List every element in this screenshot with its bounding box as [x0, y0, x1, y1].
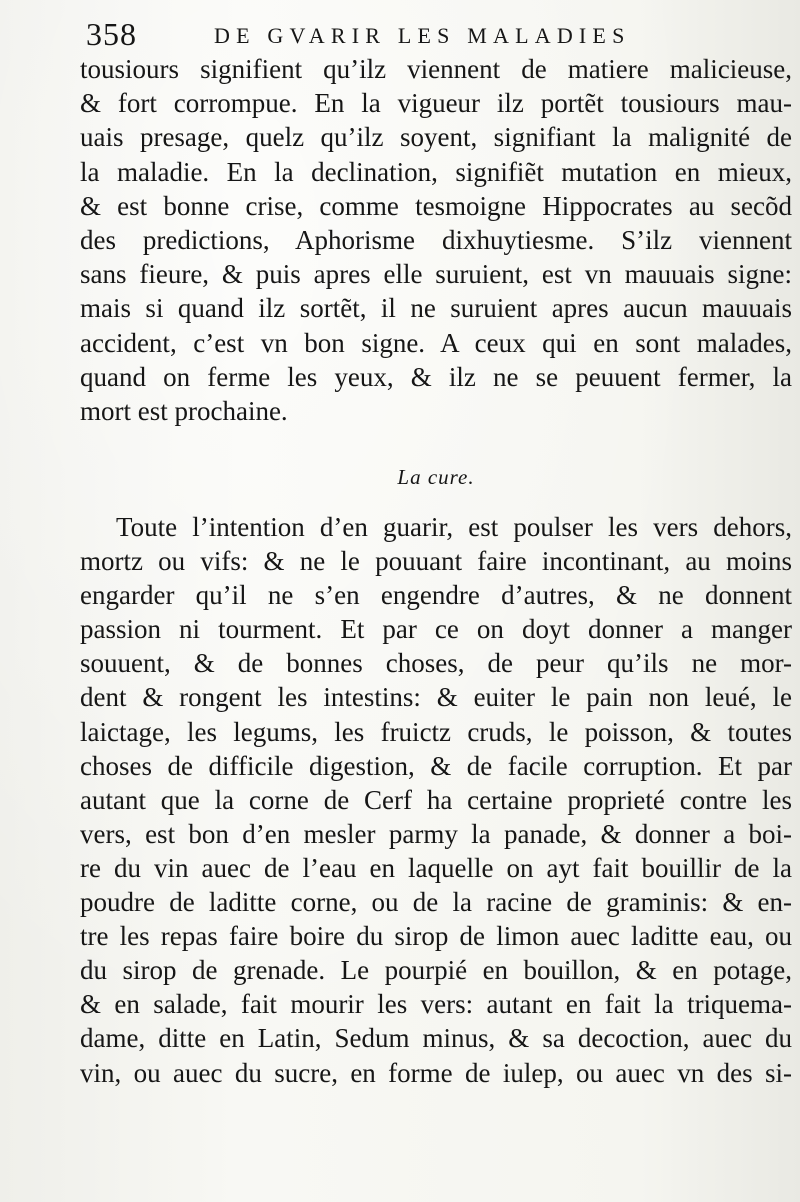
paragraph-cure — [80, 510, 792, 1090]
text-line: laictage, les legums, les fruictz cruds, le poisson, & toutes — [80, 716, 792, 747]
text-line: des predictions, Aphorisme dixhuytiesme. S’ilz viennent — [80, 224, 792, 255]
text-line: & fort corrompue. En la vigueur ilz portẽt tousiours mau- — [80, 88, 792, 119]
text-line: re du vin auec de l’eau en laquelle on ayt fait bouillir de la — [80, 852, 792, 883]
text-line: engarder qu’il ne s’en engendre d’autres, & ne donnent — [80, 580, 792, 611]
text-line: & en salade, fait mourir les vers: autant en fait la triquema- — [80, 989, 792, 1020]
text-line: & est bonne crise, comme tesmoigne Hippocrates au secõd — [80, 190, 792, 221]
text-line: tousiours signifient qu’ilz viennent de matiere malicieuse, — [80, 54, 792, 84]
text-line: dame, ditte en Latin, Sedum minus, & sa decoction, auec du — [80, 1023, 792, 1054]
text-line: choses de difficile digestion, & de facile corruption. Et par — [80, 750, 792, 781]
running-head — [86, 14, 786, 54]
text-line: tre les repas faire boire du sirop de limon auec laditte eau, ou — [80, 921, 792, 952]
text-line: mortz ou vifs: & ne le pouuant faire incontinant, au moins — [80, 546, 792, 577]
text-line: vin, ou auec du sucre, en forme de iulep, ou auec vn des si- — [80, 1057, 792, 1088]
text-line: accident, c’est vn bon signe. A ceux qui en sont malades, — [80, 327, 792, 358]
text-line: du sirop de grenade. Le pourpié en bouillon, & en potage, — [80, 955, 792, 986]
running-title: DE GVARIR LES MALADIES — [214, 23, 631, 48]
text-line: vers, est bon d’en mesler parmy la panade, & donner a boi- — [80, 818, 792, 849]
text-line: mais si quand ilz sortẽt, il ne suruient apres aucun mauuais — [80, 293, 792, 324]
text-line: autant que la corne de Cerf ha certaine proprieté contre les — [80, 784, 792, 815]
text-line: la maladie. En la declination, signifiẽt mutation en mieux, — [80, 156, 792, 187]
paragraph-symptoms — [80, 52, 792, 428]
text-line: mort est prochaine. — [80, 395, 288, 426]
page-number: 358 — [86, 16, 137, 52]
text-line: sans fieure, & puis apres elle suruient, est vn mauuais signe: — [80, 259, 792, 290]
text-line: quand on ferme les yeux, & ilz ne se peuuent fermer, la — [80, 361, 792, 392]
text-line: poudre de laditte corne, ou de la racine de graminis: & en- — [80, 887, 792, 918]
text-line-first: Toute l’intention d’en guarir, est poulser les vers dehors, — [116, 512, 792, 542]
section-heading: La cure. — [397, 465, 475, 489]
text-line: souuent, & de bonnes choses, de peur qu’ils ne mor- — [80, 648, 792, 679]
text-line: uais presage, quelz qu’ilz soyent, signifiant la malignité de — [80, 122, 792, 153]
text-line: dent & rongent les intestins: & euiter le pain non leué, le — [80, 682, 792, 713]
text-line: passion ni tourment. Et par ce on doyt donner a manger — [80, 614, 792, 645]
